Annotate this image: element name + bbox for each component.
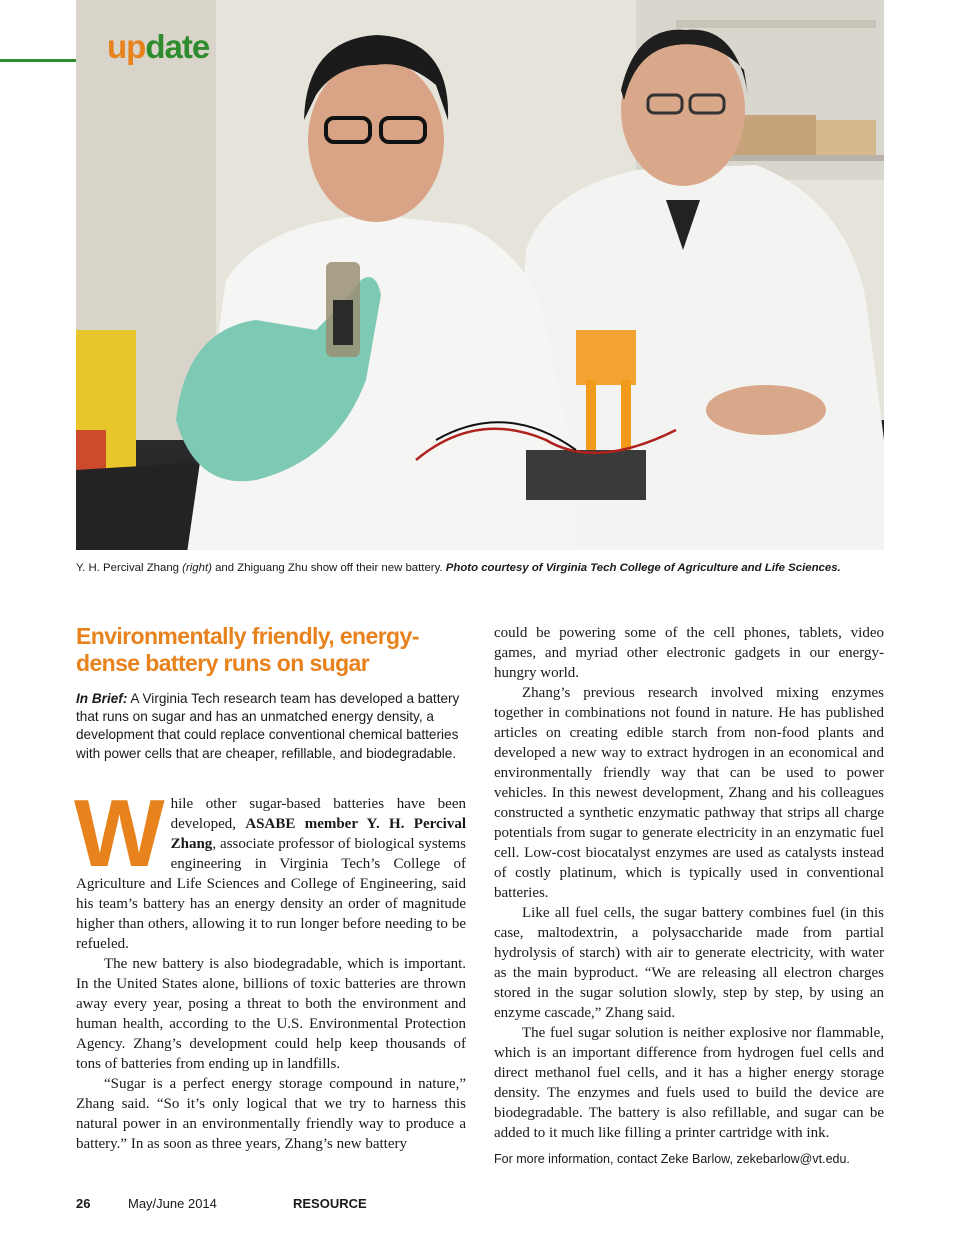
paragraph-1-b: , associate professor of biological systems engineering in Virginia Tech’s College of Agriculture and Life Sciences and College of Engineering, said his team’s battery has an energy density an order of magnitude higher than others, allowing it to run longer before needing to be refueled. (76, 836, 466, 952)
lab-photo-illustration (76, 0, 884, 550)
paragraph-2: The new battery is also biodegradable, which is important. In the United States alone, billions of toxic batteries are thrown away every year, posing a threat to both the environment and human health, according to the U.S. Environmental Protection Agency. Zhang’s development could help keep thousands of tons of batteries from ending up in landfills. (76, 956, 466, 1072)
section-tag-date: date (145, 28, 210, 65)
drop-cap: W (74, 780, 165, 887)
issue-date: May/June 2014 (128, 1196, 217, 1211)
page-number: 26 (76, 1196, 91, 1211)
paragraph-5: Like all fuel cells, the sugar battery combines fuel (in this case, maltodextrin, a polysaccharide made from partial hydrolysis of starch) with air to generate electricity, with water as the main byproduct. “We are releasing all electron charges stored in the sugar solution slowly, step by step, by using an enzyme cascade,” Zhang said. (494, 905, 884, 1021)
in-brief-label: In Brief: (76, 691, 128, 706)
magazine-name: RESOURCE (293, 1196, 367, 1211)
caption-right: (right) (182, 562, 212, 574)
paragraph-1-bold: ASABE member Y. H. Percival Zhang (170, 816, 466, 852)
body-column-left (74, 780, 466, 1154)
article-photo (76, 0, 884, 550)
photo-caption (76, 562, 886, 574)
paragraph-1 (74, 780, 466, 954)
in-brief-text: A Virginia Tech research team has developed a battery that runs on sugar and has an unmatched energy density, a development that could replace conventional chemical batteries with power cells that are cheaper, refillable, and biodegradable. (76, 691, 460, 761)
paragraph-3: “Sugar is a perfect energy storage compound in nature,” Zhang said. “So it’s only logical that we try to harness this natural power in an environmentally friendly way to produce a battery.” In as soon as three years, Zhang’s new battery (76, 1076, 466, 1152)
section-tag-up: up (107, 28, 146, 65)
caption-lead: Y. H. Percival Zhang (76, 562, 183, 574)
caption-credit: Photo courtesy of Virginia Tech College of Agriculture and Life Sciences. (445, 562, 841, 574)
article-headline: Environmentally friendly, energy-dense battery runs on sugar (76, 623, 419, 676)
in-brief (76, 690, 468, 763)
paragraph-1-a: hile other sugar-based batteries have been developed, (170, 796, 466, 832)
caption-mid: and Zhiguang Zhu show off their new battery. (211, 562, 446, 574)
section-tag (107, 30, 209, 63)
paragraph-3-continued: could be powering some of the cell phones, tablets, video games, and myriad other electronic gadgets in our energy-hungry world. (494, 625, 884, 681)
paragraph-6: The fuel sugar solution is neither explosive nor flammable, which is an important difference from hydrogen fuel cells and direct methanol fuel cells, and it has a higher energy storage density. The enzymes and fuels used to build the device are biodegradable. The battery is also refillable, and sugar can be added to it much like filling a printer cartridge with ink. (494, 1025, 884, 1141)
paragraph-4: Zhang’s previous research involved mixing enzymes together in combinations not found in nature. He has published articles on creating edible starch from non-food plants and developed a new way to extract hydrogen in an economical and environmentally friendly way that can be used to power vehicles. In this newest development, Zhang and his colleagues constructed a synthetic enzymatic pathway that strips all charge potentials from sugar to generate electricity in an enzymatic fuel cell. Low-cost biocatalyst enzymes are used as catalysts instead of costly platinum, which is typically used in conventional batteries. (494, 685, 884, 901)
body-column-right (494, 623, 884, 1169)
more-info: For more information, contact Zeke Barlow, zekebarlow@vt.edu. (494, 1152, 850, 1166)
